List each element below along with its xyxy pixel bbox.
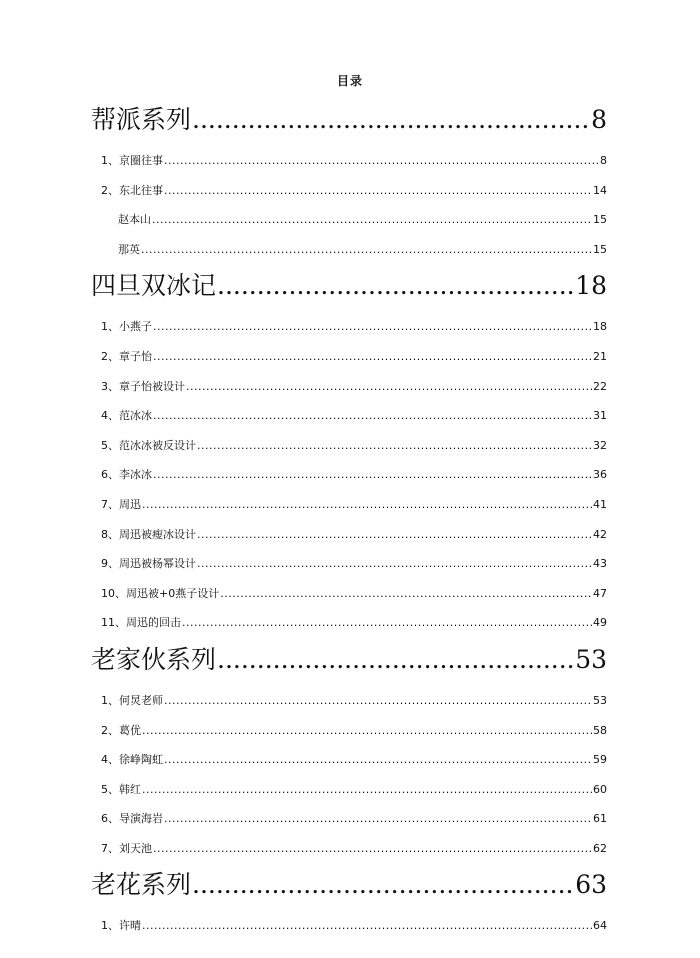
- toc-item-label: 1、京圈往事: [101, 154, 163, 167]
- table-of-contents: [91, 98, 607, 941]
- toc-item-page-number: 60: [593, 782, 607, 796]
- toc-item[interactable]: [91, 520, 607, 550]
- dot-leader: [182, 608, 592, 638]
- toc-item[interactable]: [91, 775, 607, 805]
- dot-leader: [141, 235, 592, 265]
- toc-item[interactable]: [91, 372, 607, 402]
- dot-leader: [142, 911, 592, 941]
- dot-leader: [142, 490, 592, 520]
- toc-section-heading[interactable]: [91, 264, 607, 308]
- toc-subitem[interactable]: [91, 235, 607, 265]
- toc-section-heading-label: 老花系列: [91, 870, 192, 900]
- toc-item[interactable]: [91, 401, 607, 431]
- dot-leader: [142, 716, 592, 746]
- toc-item-label: 1、许晴: [101, 919, 141, 933]
- toc-item[interactable]: [91, 490, 607, 520]
- toc-section-heading-page-number: 18: [575, 271, 607, 301]
- toc-item-label: 8、周迅被瘦冰设计: [101, 527, 196, 541]
- toc-item-page-number: 36: [593, 468, 607, 482]
- toc-item[interactable]: [91, 549, 607, 579]
- toc-section-heading-page-number: 53: [575, 644, 607, 674]
- dot-leader: [220, 579, 592, 609]
- toc-item-page-number: 31: [593, 409, 607, 423]
- toc-item-page-number: 58: [593, 723, 607, 737]
- toc-item[interactable]: [91, 745, 607, 775]
- toc-item-label: 3、章子怡被设计: [101, 379, 185, 393]
- toc-subitem-page-number: 15: [593, 242, 607, 256]
- toc-item-page-number: 18: [593, 320, 607, 334]
- toc-item[interactable]: [91, 460, 607, 490]
- toc-item-label: 2、章子怡: [101, 349, 152, 363]
- toc-item[interactable]: [91, 431, 607, 461]
- dot-leader: [142, 775, 592, 805]
- toc-item-label: 4、徐峥陶虹: [101, 753, 163, 767]
- toc-item-label: 11、周迅的回击: [101, 616, 181, 630]
- dot-leader: [164, 804, 592, 834]
- toc-item-label: 10、周迅被+0燕子设计: [101, 586, 220, 600]
- dot-leader: [192, 98, 590, 142]
- toc-item[interactable]: [91, 716, 607, 746]
- toc-item-label: 7、刘天池: [101, 841, 152, 855]
- toc-item[interactable]: [91, 176, 607, 206]
- toc-item-page-number: 21: [593, 349, 607, 363]
- dot-leader: [197, 431, 592, 461]
- toc-section-heading[interactable]: [91, 98, 607, 142]
- toc-subitem[interactable]: [91, 205, 607, 235]
- toc-item[interactable]: [91, 342, 607, 372]
- toc-item-label: 2、葛优: [101, 723, 141, 737]
- dot-leader: [186, 372, 592, 402]
- toc-item-page-number: 14: [593, 183, 607, 197]
- toc-item-label: 6、导演海岩: [101, 812, 163, 826]
- toc-item-page-number: 47: [593, 586, 607, 600]
- toc-item[interactable]: [91, 146, 607, 176]
- toc-item-page-number: 22: [593, 379, 607, 393]
- toc-section-heading-page-number: 63: [575, 870, 607, 900]
- toc-item[interactable]: [91, 804, 607, 834]
- toc-section-heading-label: 四旦双冰记: [91, 271, 217, 301]
- toc-item-label: 5、范冰冰被反设计: [101, 438, 196, 452]
- dot-leader: [164, 745, 592, 775]
- toc-item-page-number: 32: [593, 438, 607, 452]
- page-title: 目录: [336, 74, 363, 88]
- toc-item-label: 2、东北往事: [101, 183, 163, 197]
- toc-item-page-number: 64: [593, 919, 607, 933]
- toc-item-page-number: 41: [593, 497, 607, 511]
- dot-leader: [153, 312, 592, 342]
- toc-item-page-number: 53: [593, 693, 607, 707]
- toc-subitem-label: 赵本山: [118, 213, 151, 227]
- toc-item-page-number: 59: [593, 753, 607, 767]
- toc-section-heading-label: 老家伙系列: [91, 644, 217, 674]
- toc-section-heading-page-number: 8: [591, 105, 607, 134]
- toc-item-label: 9、周迅被杨幂设计: [101, 557, 196, 571]
- toc-item[interactable]: [91, 911, 607, 941]
- toc-item-label: 6、李冰冰: [101, 468, 152, 482]
- toc-item-label: 1、小燕子: [101, 320, 152, 334]
- dot-leader: [164, 176, 592, 206]
- toc-item-label: 4、范冰冰: [101, 409, 152, 423]
- toc-item[interactable]: [91, 834, 607, 864]
- toc-item-page-number: 43: [593, 557, 607, 571]
- toc-item[interactable]: [91, 579, 607, 609]
- toc-item-label: 1、何炅老师: [101, 693, 163, 707]
- dot-leader: [217, 264, 574, 308]
- toc-section-heading[interactable]: [91, 863, 607, 907]
- toc-item-page-number: 8: [600, 154, 607, 167]
- dot-leader: [164, 686, 592, 716]
- toc-item[interactable]: [91, 312, 607, 342]
- dot-leader: [217, 638, 574, 682]
- toc-item-page-number: 49: [593, 616, 607, 630]
- toc-item-page-number: 62: [593, 841, 607, 855]
- dot-leader: [153, 460, 592, 490]
- toc-subitem-label: 那英: [118, 242, 140, 256]
- toc-item-page-number: 61: [593, 812, 607, 826]
- toc-subitem-page-number: 15: [593, 213, 607, 227]
- toc-item-label: 5、韩红: [101, 782, 141, 796]
- dot-leader: [152, 205, 592, 235]
- toc-section-heading[interactable]: [91, 638, 607, 682]
- dot-leader: [197, 520, 592, 550]
- toc-item-page-number: 42: [593, 527, 607, 541]
- toc-section-heading-label: 帮派系列: [91, 105, 192, 134]
- toc-item[interactable]: [91, 686, 607, 716]
- dot-leader: [153, 401, 592, 431]
- dot-leader: [192, 863, 574, 907]
- dot-leader: [153, 342, 592, 372]
- dot-leader: [164, 146, 599, 176]
- toc-item[interactable]: [91, 608, 607, 638]
- toc-item-label: 7、周迅: [101, 497, 141, 511]
- dot-leader: [153, 834, 592, 864]
- dot-leader: [197, 549, 592, 579]
